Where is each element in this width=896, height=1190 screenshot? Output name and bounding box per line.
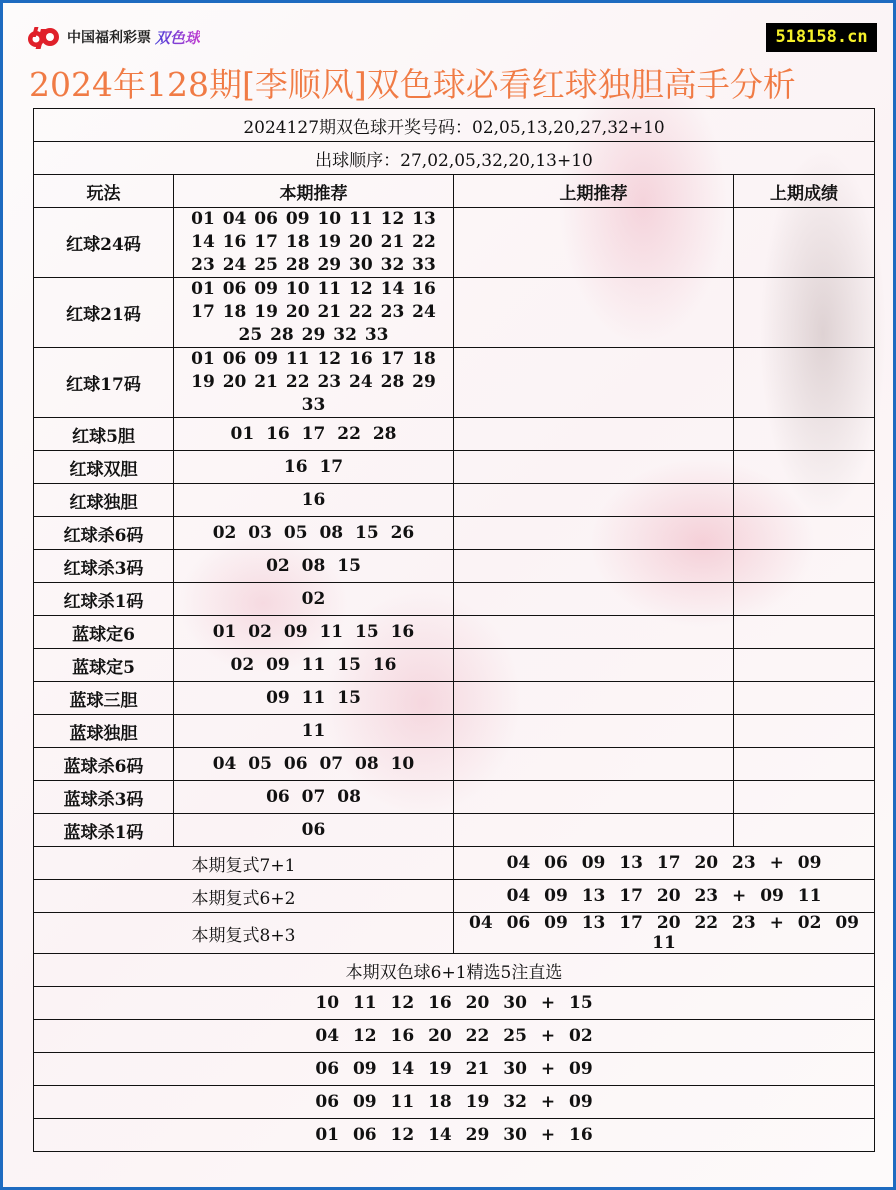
row-label: 红球21码 [34, 278, 174, 348]
row-current: 06 07 08 [174, 781, 454, 814]
row-previous [454, 550, 734, 583]
row-previous [454, 682, 734, 715]
pick-numbers: 04 12 16 20 22 25 + 02 [34, 1020, 875, 1053]
row-previous [454, 278, 734, 348]
pick-row [34, 987, 875, 1020]
row-result [734, 715, 875, 748]
row-previous [454, 451, 734, 484]
row-previous [454, 814, 734, 847]
row-label: 蓝球定6 [34, 616, 174, 649]
row-result [734, 418, 875, 451]
welfare-lottery-logo [23, 25, 200, 49]
row-current: 01 06 09 11 12 16 17 18 19 20 21 22 23 24 28 29 33 [174, 348, 454, 418]
row-previous [454, 583, 734, 616]
row-previous [454, 484, 734, 517]
table-row [34, 682, 875, 715]
row-current: 02 09 11 15 16 [174, 649, 454, 682]
header-current: 本期推荐 [174, 175, 454, 208]
row-label: 蓝球杀1码 [34, 814, 174, 847]
compound-label: 本期复式7+1 [34, 847, 454, 880]
table-row [34, 278, 875, 348]
row-label: 红球独胆 [34, 484, 174, 517]
row-current: 02 03 05 08 15 26 [174, 517, 454, 550]
picks-title: 本期双色球6+1精选5注直选 [34, 954, 875, 987]
site-badge[interactable]: 518158.cn [766, 23, 877, 52]
table-row [34, 715, 875, 748]
compound-numbers: 04 09 13 17 20 23 + 09 11 [454, 880, 875, 913]
row-label: 蓝球杀3码 [34, 781, 174, 814]
row-result [734, 484, 875, 517]
row-previous [454, 781, 734, 814]
row-label: 红球24码 [34, 208, 174, 278]
compound-numbers: 04 06 09 13 17 20 23 + 09 [454, 847, 875, 880]
header-play: 玩法 [34, 175, 174, 208]
row-previous [454, 715, 734, 748]
row-label: 蓝球定5 [34, 649, 174, 682]
header-previous-result: 上期成绩 [734, 175, 875, 208]
row-current: 02 08 15 [174, 550, 454, 583]
row-label: 红球17码 [34, 348, 174, 418]
pick-row [34, 1020, 875, 1053]
row-result [734, 348, 875, 418]
table-row [34, 550, 875, 583]
table-row [34, 781, 875, 814]
row-label: 红球双胆 [34, 451, 174, 484]
row-result [734, 208, 875, 278]
row-result [734, 451, 875, 484]
compound-row [34, 847, 875, 880]
logo-text: 中国福利彩票 [67, 30, 151, 46]
row-label: 红球杀6码 [34, 517, 174, 550]
table-row [34, 208, 875, 278]
row-current: 01 04 06 09 10 11 12 13 14 16 17 18 19 20 21 22 23 24 25 28 29 30 32 33 [174, 208, 454, 278]
pick-numbers: 06 09 14 19 21 30 + 09 [34, 1053, 875, 1086]
row-result [734, 814, 875, 847]
picks-title-row [34, 954, 875, 987]
table-row [34, 814, 875, 847]
row-current: 09 11 15 [174, 682, 454, 715]
row-current: 06 [174, 814, 454, 847]
pick-numbers: 10 11 12 16 20 30 + 15 [34, 987, 875, 1020]
logo-product: 双色球 [155, 28, 201, 47]
row-current: 01 02 09 11 15 16 [174, 616, 454, 649]
row-result [734, 517, 875, 550]
draw-order: 出球顺序：27,02,05,32,20,13+10 [34, 142, 875, 175]
row-label: 红球杀1码 [34, 583, 174, 616]
row-result [734, 748, 875, 781]
row-previous [454, 348, 734, 418]
row-label: 蓝球杀6码 [34, 748, 174, 781]
table-row [34, 451, 875, 484]
draw-order-row [34, 142, 875, 175]
row-previous [454, 208, 734, 278]
table-row [34, 616, 875, 649]
compound-label: 本期复式8+3 [34, 913, 454, 954]
pick-row [34, 1086, 875, 1119]
pick-row [34, 1119, 875, 1152]
draw-result: 2024127期双色球开奖号码：02,05,13,20,27,32+10 [34, 109, 875, 142]
row-current: 16 17 [174, 451, 454, 484]
row-current: 01 06 09 10 11 12 14 16 17 18 19 20 21 22 23 24 25 28 29 32 33 [174, 278, 454, 348]
table-row [34, 418, 875, 451]
row-label: 蓝球三胆 [34, 682, 174, 715]
header-previous: 上期推荐 [454, 175, 734, 208]
row-result [734, 583, 875, 616]
row-previous [454, 517, 734, 550]
pick-numbers: 01 06 12 14 29 30 + 16 [34, 1119, 875, 1152]
draw-result-row [34, 109, 875, 142]
row-result [734, 781, 875, 814]
page-title: 2024年128期[李顺风]双色球必看红球独胆高手分析 [29, 65, 796, 104]
row-result [734, 649, 875, 682]
row-label: 红球杀3码 [34, 550, 174, 583]
row-previous [454, 649, 734, 682]
compound-row [34, 913, 875, 954]
compound-label: 本期复式6+2 [34, 880, 454, 913]
row-current: 01 16 17 22 28 [174, 418, 454, 451]
cwl-logo-icon [23, 25, 63, 49]
row-result [734, 550, 875, 583]
pick-numbers: 06 09 11 18 19 32 + 09 [34, 1086, 875, 1119]
analysis-table [33, 108, 875, 1152]
pick-row [34, 1053, 875, 1086]
compound-numbers: 04 06 09 13 17 20 22 23 + 02 09 11 [454, 913, 875, 954]
row-result [734, 278, 875, 348]
table-row [34, 517, 875, 550]
header-row [34, 175, 875, 208]
row-current: 11 [174, 715, 454, 748]
table-row [34, 649, 875, 682]
row-previous [454, 616, 734, 649]
table-row [34, 583, 875, 616]
row-result [734, 616, 875, 649]
row-current: 02 [174, 583, 454, 616]
row-current: 16 [174, 484, 454, 517]
table-row [34, 348, 875, 418]
row-label: 红球5胆 [34, 418, 174, 451]
table-row [34, 748, 875, 781]
row-current: 04 05 06 07 08 10 [174, 748, 454, 781]
row-previous [454, 418, 734, 451]
row-result [734, 682, 875, 715]
compound-row [34, 880, 875, 913]
row-label: 蓝球独胆 [34, 715, 174, 748]
table-row [34, 484, 875, 517]
row-previous [454, 748, 734, 781]
